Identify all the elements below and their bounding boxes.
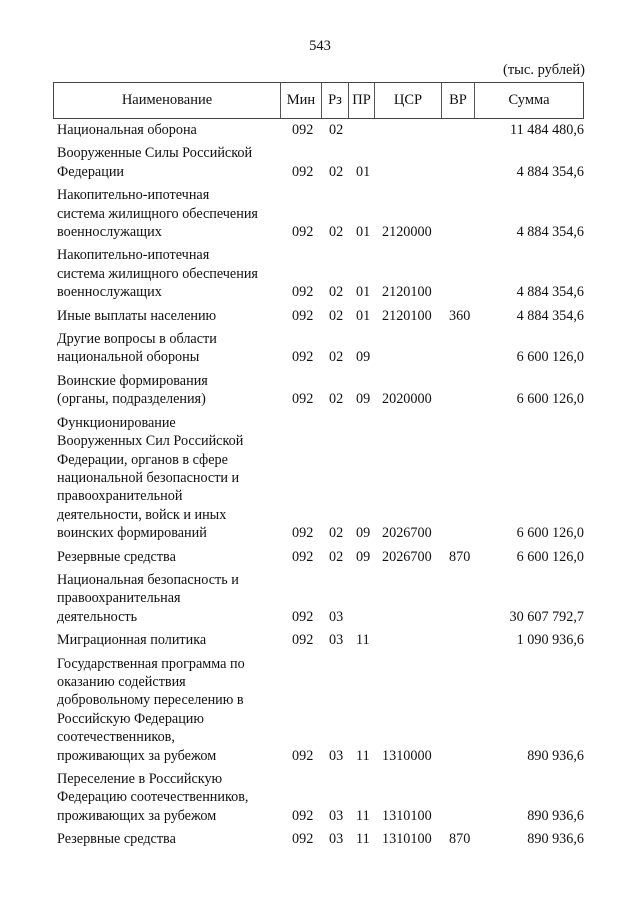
cell-rz: 03 xyxy=(329,747,344,764)
name-line: соотечественников, xyxy=(57,729,175,746)
table-row xyxy=(0,144,640,181)
name-line: Национальная оборона xyxy=(57,122,197,138)
table-row xyxy=(0,330,640,367)
header-vr: ВР xyxy=(442,83,475,118)
name-line: система жилищного обеспечения xyxy=(57,265,258,282)
cell-min: 092 xyxy=(292,525,314,542)
name-line: Федерации, органов в сфере xyxy=(57,451,228,468)
table-row xyxy=(0,246,640,301)
cell-pr: 11 xyxy=(356,807,370,824)
cell-min: 092 xyxy=(292,224,314,241)
cell-name xyxy=(57,571,274,626)
table-row xyxy=(0,307,640,325)
cell-rz: 02 xyxy=(329,525,344,542)
cell-name xyxy=(57,655,274,765)
name-line: Миграционная политика xyxy=(57,632,207,649)
cell-name xyxy=(57,246,274,301)
table-row xyxy=(0,655,640,765)
cell-vr: 870 xyxy=(449,831,471,848)
table-row xyxy=(0,770,640,825)
table-row xyxy=(0,548,640,566)
cell-name xyxy=(57,414,274,543)
name-line: Резервные средства xyxy=(57,831,176,848)
table-row xyxy=(0,372,640,409)
name-line: деятельность xyxy=(57,608,138,625)
cell-sum: 1 090 936,6 xyxy=(516,632,584,649)
cell-min: 092 xyxy=(292,391,314,408)
name-line: система жилищного обеспечения xyxy=(57,205,258,222)
cell-rz: 02 xyxy=(329,122,344,138)
table-row xyxy=(0,830,640,848)
cell-csr: 2026700 xyxy=(382,548,432,565)
cell-name xyxy=(57,372,274,409)
cell-csr: 2020000 xyxy=(382,391,432,408)
cell-csr: 1310100 xyxy=(382,831,432,848)
cell-pr: 01 xyxy=(356,163,371,180)
name-line: военнослужащих xyxy=(57,224,162,241)
cell-min: 092 xyxy=(292,632,314,649)
cell-pr: 09 xyxy=(356,349,371,366)
name-line: правоохранительной xyxy=(57,488,183,505)
name-line: Государственная программа по xyxy=(57,655,245,672)
cell-rz: 02 xyxy=(329,391,344,408)
cell-csr: 1310100 xyxy=(382,807,432,824)
cell-rz: 03 xyxy=(329,632,344,649)
cell-pr: 09 xyxy=(356,548,371,565)
cell-vr: 870 xyxy=(449,548,471,565)
cell-pr: 09 xyxy=(356,525,371,542)
name-line: Резервные средства xyxy=(57,548,176,565)
cell-min: 092 xyxy=(292,608,314,625)
cell-rz: 03 xyxy=(329,831,344,848)
name-line: Воинские формирования xyxy=(57,372,208,389)
name-line: Российскую Федерацию xyxy=(57,710,205,727)
header-sum: Сумма xyxy=(508,92,550,108)
name-line: национальной обороны xyxy=(57,349,200,366)
cell-name xyxy=(57,770,274,825)
name-line: Федерацию соотечественников, xyxy=(57,789,249,806)
cell-rz: 02 xyxy=(329,163,344,180)
cell-csr: 1310000 xyxy=(382,747,432,764)
name-line: проживающих за рубежом xyxy=(57,807,217,824)
table-row xyxy=(0,121,640,139)
name-line: деятельности, войск и иных xyxy=(57,506,227,523)
cell-rz: 02 xyxy=(329,224,344,241)
cell-csr: 2120100 xyxy=(382,284,432,301)
cell-sum: 6 600 126,0 xyxy=(516,548,584,565)
name-line: Национальная безопасность и xyxy=(57,571,239,588)
cell-pr: 01 xyxy=(356,307,371,324)
page-number: 543 xyxy=(309,38,331,54)
cell-rz: 02 xyxy=(329,284,344,301)
name-line: Иные выплаты населению xyxy=(57,307,217,324)
cell-pr: 01 xyxy=(356,224,371,241)
name-line: добровольному переселению в xyxy=(57,692,244,709)
units-label: (тыс. рублей) xyxy=(503,62,585,78)
cell-rz: 02 xyxy=(329,349,344,366)
name-line: оказанию содействия xyxy=(57,673,186,690)
cell-sum: 4 884 354,6 xyxy=(516,284,584,301)
table-body xyxy=(0,121,640,854)
cell-sum: 6 600 126,0 xyxy=(516,391,584,408)
header-rz: Рз xyxy=(322,83,349,118)
cell-name xyxy=(57,307,274,325)
cell-name xyxy=(57,548,274,566)
cell-csr: 2120100 xyxy=(382,307,432,324)
cell-min: 092 xyxy=(292,122,314,138)
cell-name xyxy=(57,830,274,848)
cell-min: 092 xyxy=(292,163,314,180)
cell-min: 092 xyxy=(292,831,314,848)
cell-vr: 360 xyxy=(449,307,471,324)
name-line: Вооруженные Силы Российской xyxy=(57,145,253,162)
name-line: Накопительно-ипотечная xyxy=(57,247,210,264)
cell-sum: 30 607 792,7 xyxy=(509,608,584,625)
table-row xyxy=(0,186,640,241)
cell-min: 092 xyxy=(292,747,314,764)
header-min: Мин xyxy=(281,83,322,118)
cell-min: 092 xyxy=(292,307,314,324)
name-line: национальной безопасности и xyxy=(57,469,240,486)
cell-rz: 03 xyxy=(329,608,344,625)
name-line: военнослужащих xyxy=(57,284,162,301)
cell-name xyxy=(57,186,274,241)
cell-name xyxy=(57,631,274,649)
cell-sum: 6 600 126,0 xyxy=(516,525,584,542)
cell-min: 092 xyxy=(292,807,314,824)
cell-pr: 01 xyxy=(356,284,371,301)
name-line: Накопительно-ипотечная xyxy=(57,187,210,204)
cell-rz: 03 xyxy=(329,807,344,824)
cell-sum: 890 936,6 xyxy=(527,831,584,848)
cell-csr: 2026700 xyxy=(382,525,432,542)
table-row xyxy=(0,414,640,543)
cell-sum: 890 936,6 xyxy=(527,747,584,764)
cell-min: 092 xyxy=(292,349,314,366)
cell-pr: 11 xyxy=(356,632,370,649)
cell-pr: 11 xyxy=(356,747,370,764)
cell-min: 092 xyxy=(292,284,314,301)
cell-sum: 890 936,6 xyxy=(527,807,584,824)
cell-pr: 09 xyxy=(356,391,371,408)
cell-csr: 2120000 xyxy=(382,224,432,241)
header-pr: ПР xyxy=(349,83,375,118)
name-line: воинских формирований xyxy=(57,525,207,542)
cell-sum: 4 884 354,6 xyxy=(516,163,584,180)
cell-rz: 02 xyxy=(329,548,344,565)
cell-sum: 4 884 354,6 xyxy=(516,224,584,241)
cell-pr: 11 xyxy=(356,831,370,848)
cell-rz: 02 xyxy=(329,307,344,324)
header-csr: ЦСР xyxy=(375,83,442,118)
table-header xyxy=(53,82,584,119)
cell-min: 092 xyxy=(292,548,314,565)
cell-name xyxy=(57,330,274,367)
name-line: правоохранительная xyxy=(57,590,181,607)
name-line: Другие вопросы в области xyxy=(57,331,217,348)
table-row xyxy=(0,631,640,649)
name-line: Переселение в Российскую xyxy=(57,771,223,787)
cell-sum: 6 600 126,0 xyxy=(516,349,584,366)
cell-sum: 4 884 354,6 xyxy=(516,307,584,324)
cell-name xyxy=(57,144,274,181)
name-line: Вооруженных Сил Российской xyxy=(57,433,244,450)
cell-sum: 11 484 480,6 xyxy=(510,122,584,138)
name-line: (органы, подразделения) xyxy=(57,391,206,408)
cell-name xyxy=(57,121,274,139)
name-line: Функционирование xyxy=(57,414,176,431)
header-name: Наименование xyxy=(54,83,281,118)
name-line: проживающих за рубежом xyxy=(57,747,217,764)
name-line: Федерации xyxy=(57,163,125,180)
table-row xyxy=(0,571,640,626)
